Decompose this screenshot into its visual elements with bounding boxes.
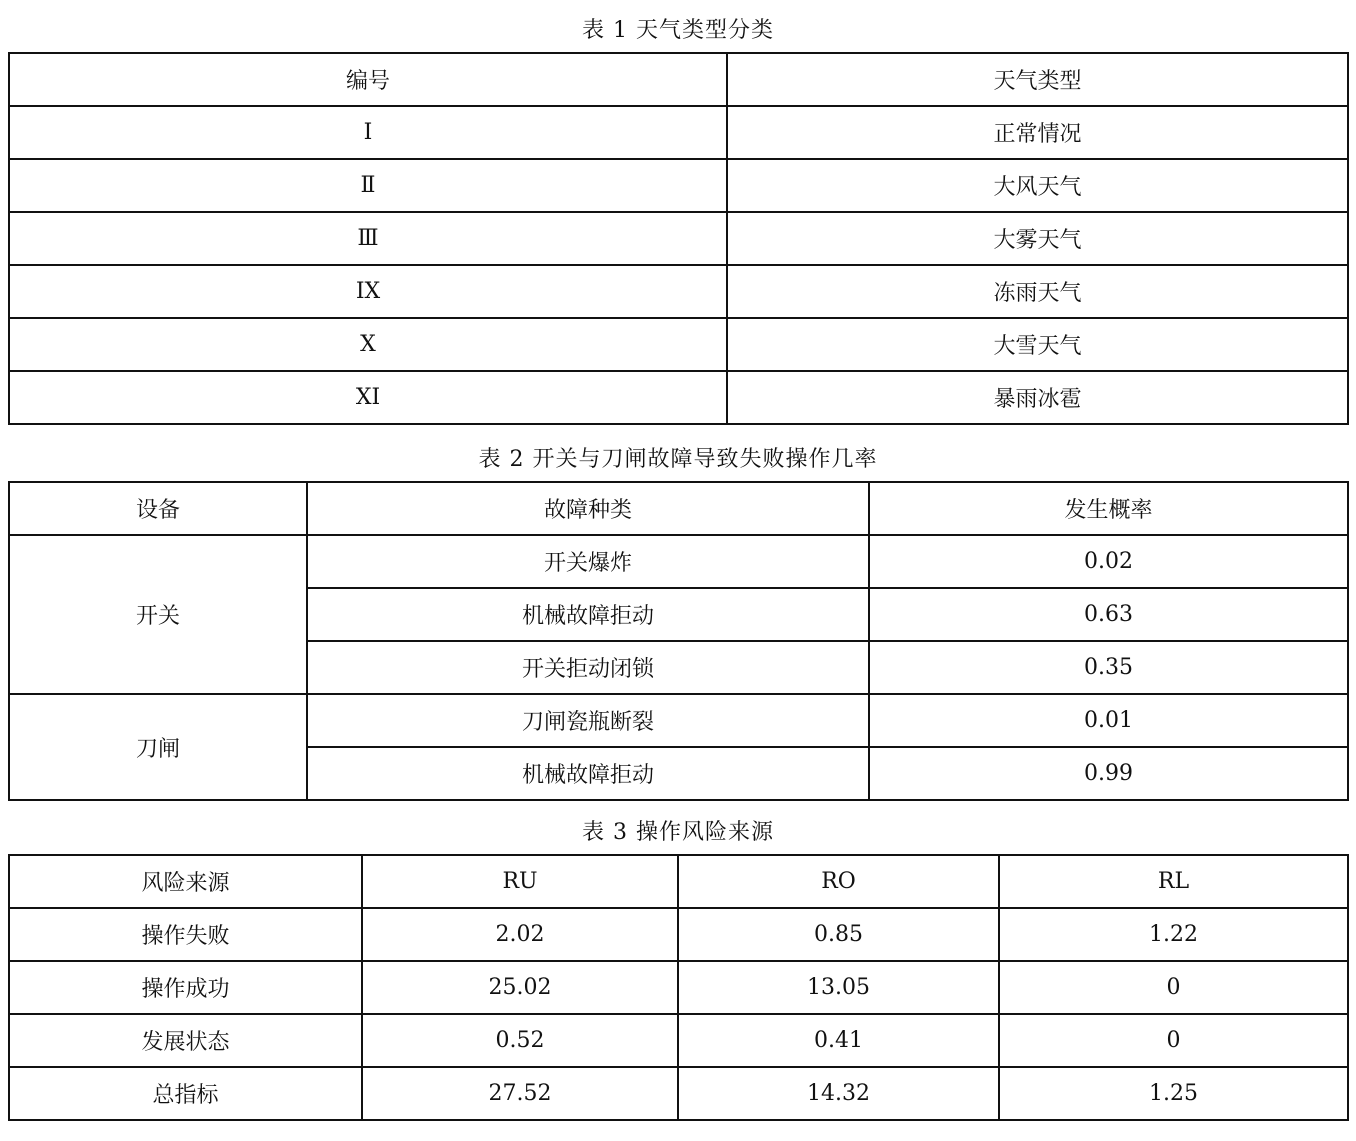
- table-row: [9, 908, 1348, 961]
- device-cell: 刀闸: [9, 694, 307, 800]
- header-cell: 天气类型: [727, 53, 1348, 106]
- table2-caption: 表 2 开关与刀闸故障导致失败操作几率: [478, 447, 878, 472]
- table3-caption: 表 3 操作风险来源: [582, 820, 774, 845]
- table-cell: 1.25: [999, 1067, 1348, 1120]
- table-header-row: [9, 53, 1348, 106]
- table-row: [9, 1014, 1348, 1067]
- table-cell: 暴雨冰雹: [727, 371, 1348, 424]
- table-cell: 大雾天气: [727, 212, 1348, 265]
- table-cell: 0: [999, 1014, 1348, 1067]
- table-cell: 开关爆炸: [307, 535, 869, 588]
- device-cell: 开关: [9, 535, 307, 694]
- table-cell: 机械故障拒动: [307, 747, 869, 800]
- table-cell: 0.52: [362, 1014, 678, 1067]
- table-row: [9, 694, 1348, 747]
- table-cell: 2.02: [362, 908, 678, 961]
- header-cell: RO: [678, 855, 999, 908]
- table-cell: 0.99: [869, 747, 1348, 800]
- table-cell: 发展状态: [9, 1014, 362, 1067]
- table-row: [9, 318, 1348, 371]
- table-cell: 0.01: [869, 694, 1348, 747]
- table-cell: 0.35: [869, 641, 1348, 694]
- table-row: [9, 212, 1348, 265]
- table-cell: 正常情况: [727, 106, 1348, 159]
- table-cell: 0.41: [678, 1014, 999, 1067]
- table-cell: 27.52: [362, 1067, 678, 1120]
- table-row: [9, 961, 1348, 1014]
- header-cell: RU: [362, 855, 678, 908]
- header-cell: RL: [999, 855, 1348, 908]
- table-cell: 冻雨天气: [727, 265, 1348, 318]
- table-cell: 0.85: [678, 908, 999, 961]
- table-row: [9, 265, 1348, 318]
- table-cell: Ⅰ: [9, 106, 727, 159]
- table-cell: 大雪天气: [727, 318, 1348, 371]
- table-cell: 总指标: [9, 1067, 362, 1120]
- table-cell: 操作成功: [9, 961, 362, 1014]
- failure-probability-table: [8, 481, 1349, 801]
- table-cell: 大风天气: [727, 159, 1348, 212]
- table-cell: Ⅱ: [9, 159, 727, 212]
- table-cell: 14.32: [678, 1067, 999, 1120]
- table-cell: 机械故障拒动: [307, 588, 869, 641]
- table-cell: 开关拒动闭锁: [307, 641, 869, 694]
- table-header-row: [9, 482, 1348, 535]
- table-header-row: [9, 855, 1348, 908]
- operation-risk-table: [8, 854, 1349, 1121]
- table-cell: 0.02: [869, 535, 1348, 588]
- table-cell: 0.63: [869, 588, 1348, 641]
- header-cell: 风险来源: [9, 855, 362, 908]
- table-row: [9, 1067, 1348, 1120]
- table-cell: 25.02: [362, 961, 678, 1014]
- header-cell: 发生概率: [869, 482, 1348, 535]
- table1-caption: 表 1 天气类型分类: [582, 18, 774, 43]
- table-cell: Ⅲ: [9, 212, 727, 265]
- table-cell: 刀闸瓷瓶断裂: [307, 694, 869, 747]
- header-cell: 故障种类: [307, 482, 869, 535]
- header-cell: 编号: [9, 53, 727, 106]
- table-row: [9, 371, 1348, 424]
- table-cell: IX: [9, 265, 727, 318]
- table-cell: 操作失败: [9, 908, 362, 961]
- header-cell: 设备: [9, 482, 307, 535]
- table-row: [9, 106, 1348, 159]
- table-cell: X: [9, 318, 727, 371]
- table-row: [9, 159, 1348, 212]
- weather-type-table: [8, 52, 1349, 425]
- table-cell: 13.05: [678, 961, 999, 1014]
- table-cell: XI: [9, 371, 727, 424]
- table-row: [9, 535, 1348, 588]
- table-cell: 1.22: [999, 908, 1348, 961]
- table-cell: 0: [999, 961, 1348, 1014]
